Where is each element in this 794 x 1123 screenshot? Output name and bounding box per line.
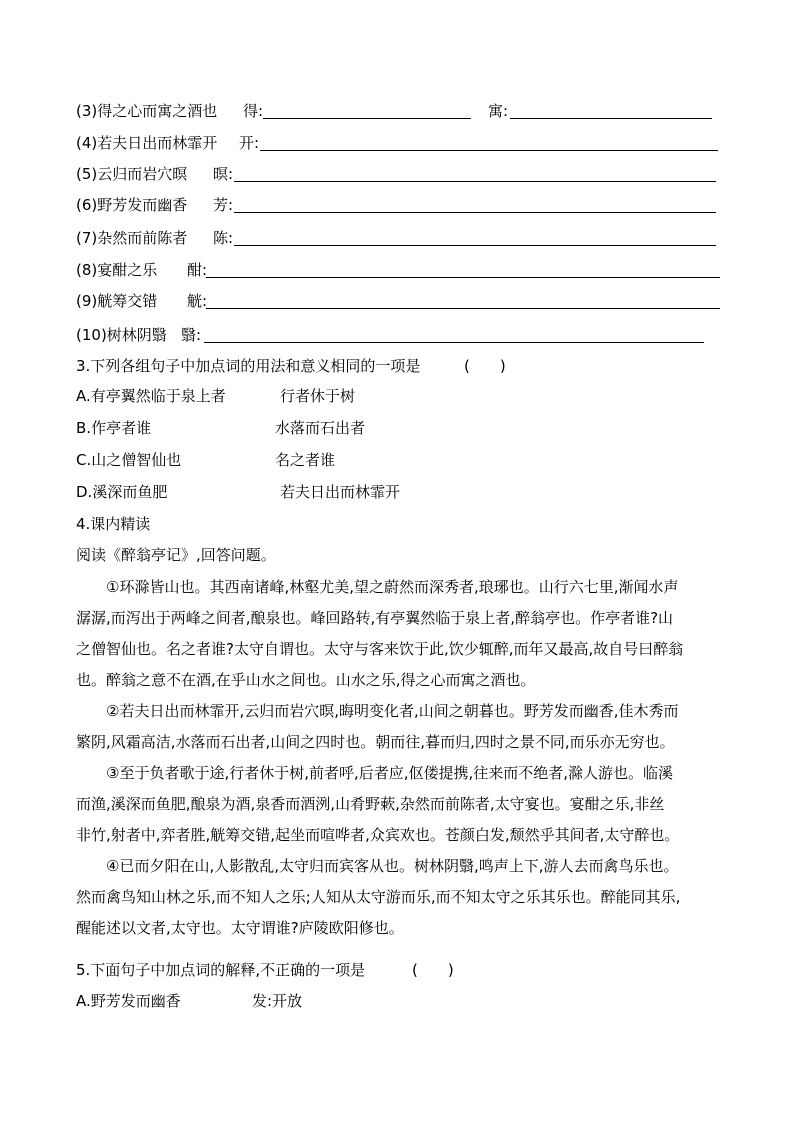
option-left: 野芳发而幽香 [90,992,181,1010]
vocab-num: (4) [76,134,98,152]
passage-line: 醒能述以文者,太守也。太守谓谁?庐陵欧阳修也。 [76,919,404,937]
vocab-item: (3)得之心而寓之酒也 得: 寓: [76,102,509,120]
answer-blank[interactable] [204,342,704,343]
option-right: 名之者谁 [275,451,336,469]
option-label: B. [76,419,92,437]
vocab-key: 开 [239,134,255,152]
answer-blank[interactable] [260,150,718,151]
option-a[interactable] [76,991,303,1011]
passage-line: 也。醉翁之意不在酒,在乎山水之间也。山水之乐,得之心而寓之酒也。 [76,671,536,689]
option-left: 溪深而鱼肥 [92,483,168,501]
vocab-num: (5) [76,165,98,183]
option-left: 作亭者谁 [91,419,152,437]
answer-paren[interactable]: ( ) [412,961,454,979]
vocab-key: 陈 [213,229,229,247]
vocab-num: (6) [76,196,98,214]
option-label: A. [76,387,91,405]
answer-paren[interactable]: ( ) [464,357,506,375]
question-5-stem [76,960,454,980]
passage-line: ①环滁皆山也。其西南诸峰,林壑尤美,望之蔚然而深秀者,琅琊也。山行六七里,渐闻水声 [106,578,679,596]
passage-line: 而渔,溪深而鱼肥,酿泉为酒,泉香而酒洌,山肴野蔌,杂然而前陈者,太守宴也。宴酣之乐,非丝 [76,795,665,813]
vocab-key: 寓 [488,102,504,120]
passage-line: 非竹,射者中,弈者胜,觥筹交错,起坐而喧哗者,众宾欢也。苍颜白发,颓然乎其间者,太守醉也。 [76,826,680,844]
answer-blank[interactable] [234,181,716,182]
option-c[interactable] [76,450,336,470]
vocab-phrase: 得之心而寓之酒也 [97,102,218,120]
option-left: 有亭翼然临于泉上者 [90,387,226,405]
question-4-title: 4.课内精读 [76,515,151,533]
option-b[interactable] [76,418,366,438]
vocab-num: (8) [76,261,98,279]
vocab-item: (9)觥筹交错 觥: [76,292,208,310]
vocab-phrase: 树林阴翳 [106,326,167,344]
answer-blank[interactable] [510,118,712,119]
passage-line: ③至于负者歌于途,行者休于树,前者呼,后者应,伛偻提携,往来而不绝者,滁人游也。临溪 [106,764,674,782]
option-label: D. [76,483,93,501]
option-left: 山之僧智仙也 [91,451,182,469]
answer-blank[interactable] [234,245,716,246]
passage-line: 然而禽鸟知山林之乐,而不知人之乐;人知从太守游而乐,而不知太守之乐其乐也。醉能同其乐, [76,888,681,906]
question-text: 5.下面句子中加点词的解释,不正确的一项是 [76,961,366,979]
question-4-instruction: 阅读《醉翁亭记》,回答问题。 [76,546,276,564]
reading-passage [76,572,736,944]
passage-line: 繁阴,风霜高洁,水落而石出者,山间之四时也。朝而往,暮而归,四时之景不同,而乐亦无穷也。 [76,733,675,751]
vocab-item: (6)野芳发而幽香 芳: [76,196,234,214]
vocab-num: (3) [76,102,98,120]
vocab-phrase: 觥筹交错 [97,292,158,310]
vocab-phrase: 宴酣之乐 [97,261,158,279]
vocab-key: 酣 [187,261,203,279]
vocab-phrase: 若夫日出而林霏开 [97,134,218,152]
passage-line: ②若夫日出而林霏开,云归而岩穴暝,晦明变化者,山间之朝暮也。野芳发而幽香,佳木秀而 [106,702,679,720]
vocab-item: (8)宴酣之乐 酣: [76,261,208,279]
option-right: 行者休于树 [280,387,356,405]
vocab-key: 翳 [181,326,197,344]
vocab-item: (7)杂然而前陈者 陈: [76,229,234,247]
vocab-phrase: 野芳发而幽香 [97,196,188,214]
option-label: C. [76,451,92,469]
option-d[interactable] [76,482,401,502]
passage-line: ④已而夕阳在山,人影散乱,太守归而宾客从也。树林阴翳,鸣声上下,游人去而禽鸟乐也。 [106,857,679,875]
question-text: 3.下列各组句子中加点词的用法和意义相同的一项是 [76,357,421,375]
answer-blank[interactable] [206,308,720,309]
vocab-item: (4)若夫日出而林霏开 开: [76,134,260,152]
question-3-stem [76,356,506,376]
vocab-num: (9) [76,292,98,310]
vocab-phrase: 杂然而前陈者 [97,229,188,247]
passage-line: 潺潺,而泻出于两峰之间者,酿泉也。峰回路转,有亭翼然临于泉上者,醉翁亭也。作亭者谁?山 [76,609,674,627]
option-a[interactable] [76,386,356,406]
vocab-item: (5)云归而岩穴暝 暝: [76,165,234,183]
answer-blank[interactable] [234,212,716,213]
vocab-key: 得 [243,102,259,120]
answer-blank[interactable] [263,118,471,119]
option-right: 水落而石出者 [275,419,366,437]
option-right: 发:开放 [252,992,303,1010]
vocab-num: (10) [76,326,107,344]
answer-blank[interactable] [206,277,720,278]
option-label: A. [76,992,91,1010]
vocab-key: 觥 [187,292,203,310]
vocab-num: (7) [76,229,98,247]
vocab-phrase: 云归而岩穴暝 [97,165,188,183]
passage-line: 之僧智仙也。名之者谁?太守自谓也。太守与客来饮于此,饮少辄醉,而年又最高,故自号曰醉翁 [76,640,684,658]
vocab-key: 芳 [213,196,229,214]
option-right: 若夫日出而林霏开 [280,483,401,501]
vocab-item: (10)树林阴翳 翳: [76,326,202,344]
vocab-key: 暝 [213,165,229,183]
